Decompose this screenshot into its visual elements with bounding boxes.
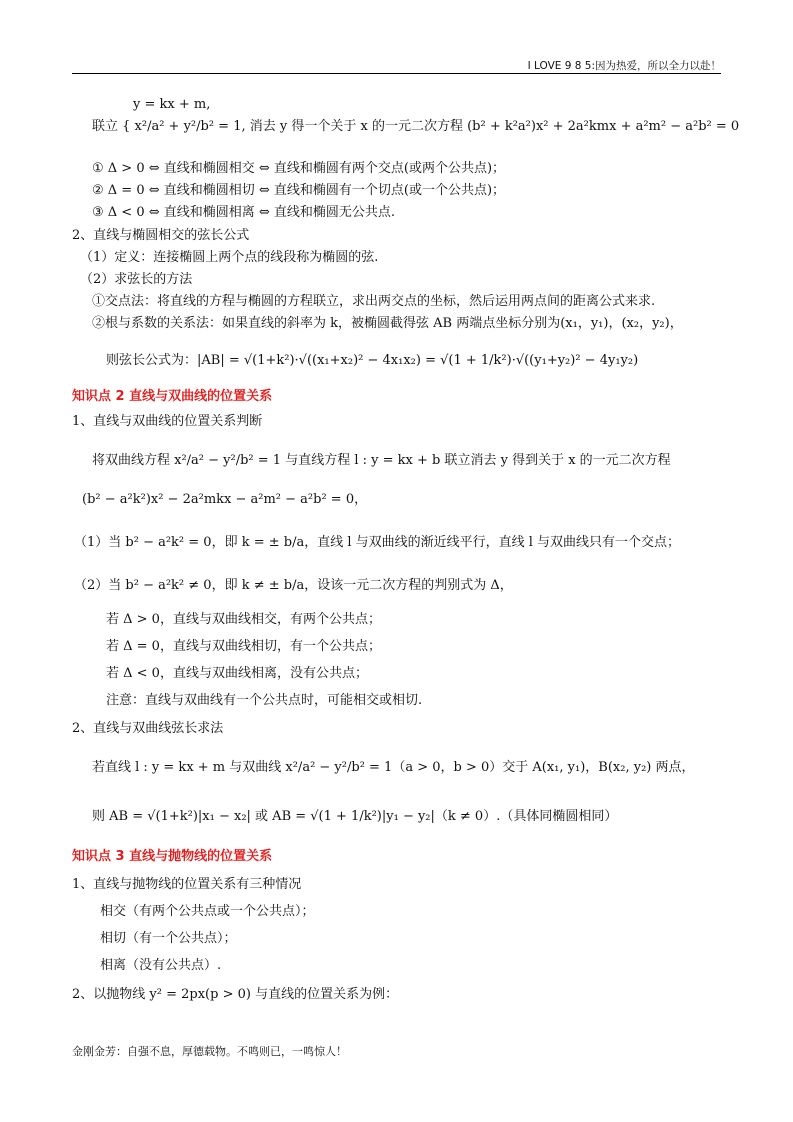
hyperbola-chord-setup: 若直线 l : y = kx + m 与双曲线 x²/a² − y²/b² = 1（a > 0，b > 0）交于 A(x₁, y₁)，B(x₂, y₂) 两点，: [92, 760, 695, 775]
parabola-separate: 相离（没有公共点）.: [100, 958, 222, 973]
chord-method-title: （2）求弦长的方法: [80, 272, 193, 287]
hyperbola-delta-neg: 若 Δ < 0，直线与双曲线相离，没有公共点；: [106, 666, 368, 681]
knowledge-point-3: 知识点 3 直线与抛物线的位置关系: [72, 849, 273, 864]
method-intersection: ①交点法：将直线的方程与椭圆的方程联立，求出两交点的坐标，然后运用两点间的距离公式来求.: [92, 294, 656, 309]
chord-length-formula: 则弦长公式为：|AB| = √(1+k²)·√((x₁+x₂)² − 4x₁x₂) = √(1 + 1/k²)·√((y₁+y₂)² − 4y₁y₂): [106, 353, 639, 368]
hyperbola-chord-title: 2、直线与双曲线弦长求法: [72, 721, 224, 736]
case-intersect: ① Δ > 0 ⇔ 直线和椭圆相交 ⇔ 直线和椭圆有两个交点(或两个公共点)；: [92, 161, 506, 176]
parabola-example: 2、以抛物线 y² = 2px(p > 0) 与直线的位置关系为例：: [72, 987, 399, 1002]
hyperbola-chord-formula: 则 AB = √(1+k²)|x₁ − x₂| 或 AB = √(1 + 1/k²)|y₁ − y₂|（k ≠ 0）.（具体同椭圆相同）: [92, 809, 618, 824]
hyperbola-title: 1、直线与双曲线的位置关系判断: [72, 414, 263, 429]
parabola-intersect: 相交（有两个公共点或一个公共点）；: [100, 904, 315, 919]
hyperbola-quadratic: (b² − a²k²)x² − 2a²mkx − a²m² − a²b² = 0，: [82, 492, 368, 507]
header-rule: [72, 73, 721, 74]
parabola-tangent: 相切（有一个公共点）；: [100, 931, 237, 946]
hyperbola-setup: 将双曲线方程 x²/a² − y²/b² = 1 与直线方程 l : y = kx + b 联立消去 y 得到关于 x 的一元二次方程: [92, 453, 671, 468]
hyperbola-delta-pos: 若 Δ > 0，直线与双曲线相交，有两个公共点；: [106, 612, 381, 627]
page-footer: 金刚金芳：自强不息，厚德载物。不鸣则已，一鸣惊人！: [72, 1045, 347, 1058]
case-tangent: ② Δ = 0 ⇔ 直线和椭圆相切 ⇔ 直线和椭圆有一个切点(或一个公共点)；: [92, 183, 506, 198]
hyperbola-delta-zero: 若 Δ = 0，直线与双曲线相切，有一个公共点；: [106, 639, 381, 654]
section-chord-ellipse: 2、直线与椭圆相交的弦长公式: [72, 228, 250, 243]
hyperbola-case-1: （1）当 b² − a²k² = 0，即 k = ± b/a，直线 l 与双曲线的渐近线平行，直线 l 与双曲线只有一个交点；: [74, 535, 681, 550]
parabola-title: 1、直线与抛物线的位置关系有三种情况: [72, 877, 302, 892]
system-line-2: 联立 { x²/a² + y²/b² = 1, 消去 y 得一个关于 x 的一元二次方程 (b² + k²a²)x² + 2a²kmx + a²m² − a²b² = 0: [92, 119, 740, 134]
page-header: I LOVE 9 8 5:因为热爱，所以全力以赴！: [527, 60, 721, 72]
knowledge-point-2: 知识点 2 直线与双曲线的位置关系: [72, 389, 273, 404]
method-vieta: ②根与系数的关系法：如果直线的斜率为 k，被椭圆截得弦 AB 两端点坐标分别为(x₁，y₁)，(x₂，y₂)，: [92, 316, 683, 331]
system-line-1: y = kx + m,: [133, 97, 211, 112]
chord-definition: （1）定义：连接椭圆上两个点的线段称为椭圆的弦.: [80, 250, 379, 265]
case-separate: ③ Δ < 0 ⇔ 直线和椭圆相离 ⇔ 直线和椭圆无公共点.: [92, 205, 396, 220]
hyperbola-note: 注意：直线与双曲线有一个公共点时，可能相交或相切.: [106, 693, 423, 708]
hyperbola-case-2: （2）当 b² − a²k² ≠ 0，即 k ≠ ± b/a，设该一元二次方程的判别式为 Δ，: [74, 578, 513, 593]
